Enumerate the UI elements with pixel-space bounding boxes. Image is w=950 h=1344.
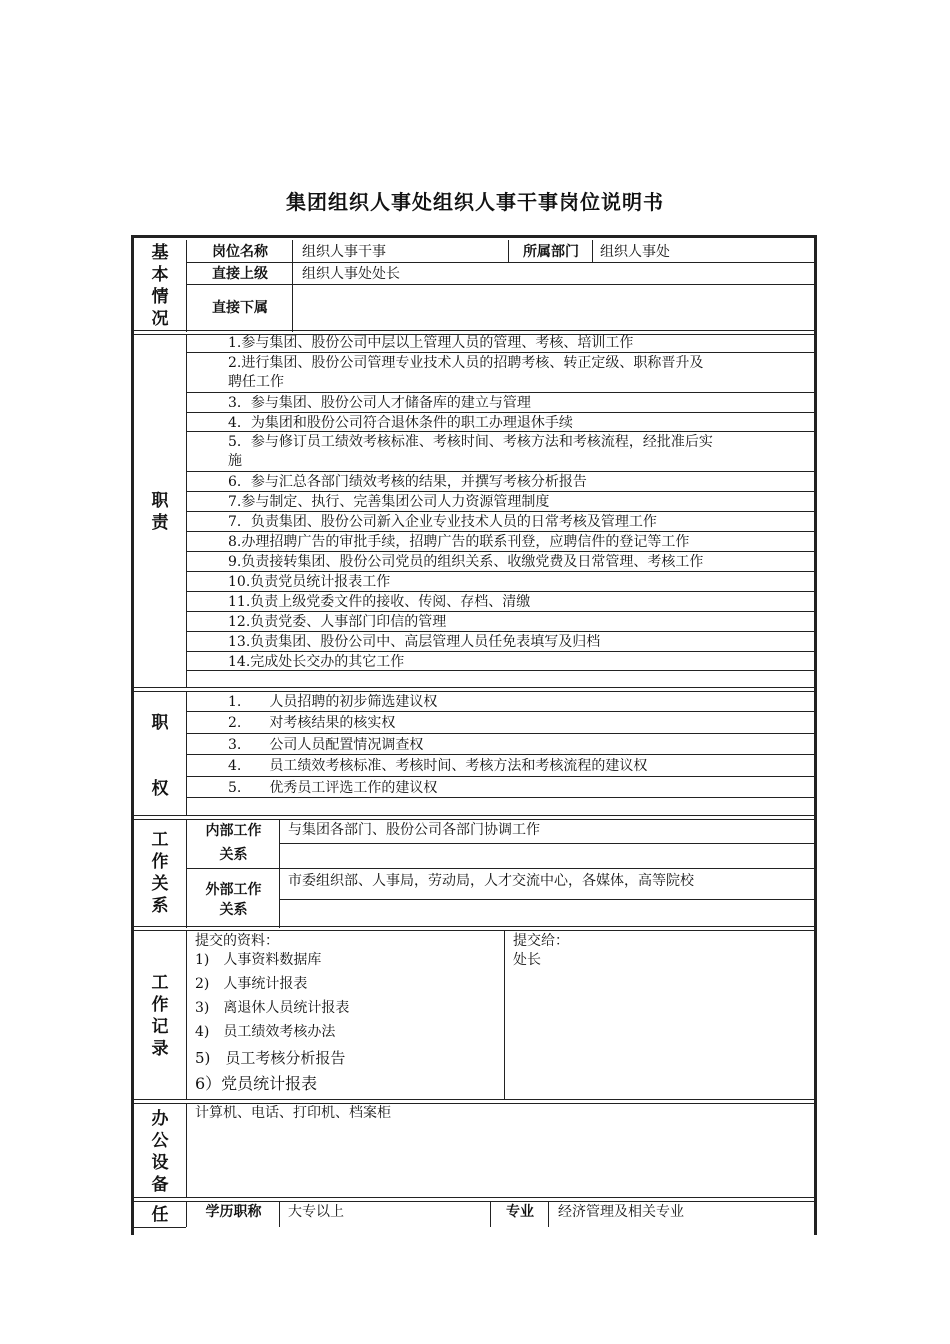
duty-item: 9.负责接转集团、股份公司党员的组织关系、收缴党费及日常管理、考核工作 bbox=[228, 554, 704, 570]
right-item: 4. 员工绩效考核标准、考核时间、考核方法和考核流程的建议权 bbox=[228, 758, 648, 774]
section-header-rights-top: 职 bbox=[151, 713, 169, 733]
divider bbox=[279, 899, 814, 900]
duty-item: 5．参与修订员工绩效考核标准、考核时间、考核方法和考核流程，经批准后实 bbox=[228, 434, 713, 450]
divider bbox=[279, 1201, 280, 1227]
internal-relation-value: 与集团各部门、股份公司各部门协调工作 bbox=[288, 822, 540, 838]
section-header-rights-bottom: 权 bbox=[151, 779, 169, 799]
section-header-qualification: 任 bbox=[151, 1205, 169, 1225]
divider bbox=[186, 1201, 187, 1227]
record-item: 2) 人事统计报表 bbox=[195, 976, 308, 992]
divider bbox=[186, 754, 814, 755]
divider bbox=[186, 262, 814, 263]
position-value: 组织人事干事 bbox=[302, 244, 386, 260]
divider bbox=[548, 1201, 549, 1227]
dept-label: 所属部门 bbox=[523, 244, 579, 260]
divider bbox=[186, 733, 814, 734]
duty-item: 11.负责上级党委文件的接收、传阅、存档、清缴 bbox=[228, 594, 531, 610]
external-relation-value: 市委组织部、人事局，劳动局，人才交流中心，各媒体，高等院校 bbox=[288, 873, 694, 889]
duty-item: 10.负责党员统计报表工作 bbox=[228, 574, 391, 590]
divider bbox=[292, 240, 293, 332]
submit-to-value: 处长 bbox=[513, 952, 541, 968]
submit-to-label: 提交给： bbox=[513, 933, 569, 949]
duty-item: 13.负责集团、股份公司中、高层管理人员任免表填写及归档 bbox=[228, 634, 601, 650]
divider bbox=[490, 1201, 491, 1227]
external-relation-label: 外部工作 bbox=[205, 882, 262, 898]
duty-item: 4．为集团和股份公司符合退休条件的职工办理退休手续 bbox=[228, 415, 573, 431]
record-item: 3) 离退休人员统计报表 bbox=[195, 1000, 350, 1016]
duty-item: 1.参与集团、股份公司中层以上管理人员的管理、考核、培训工作 bbox=[228, 335, 634, 351]
equipment-value: 计算机、电话、打印机、档案柜 bbox=[195, 1105, 391, 1121]
submit-materials-label: 提交的资料： bbox=[195, 933, 279, 949]
duty-item: 8.办理招聘广告的审批手续，招聘广告的联系刊登，应聘信件的登记等工作 bbox=[228, 534, 690, 550]
page-title: 集团组织人事处组织人事干事岗位说明书 bbox=[286, 190, 664, 214]
section-header-relations: 工 作 关 系 bbox=[151, 830, 169, 916]
duty-item: 7．负责集团、股份公司新入企业专业技术人员的日常考核及管理工作 bbox=[228, 514, 657, 530]
divider bbox=[186, 240, 187, 332]
record-item: 4) 员工绩效考核办法 bbox=[195, 1024, 336, 1040]
dept-value: 组织人事处 bbox=[600, 244, 670, 260]
major-value: 经济管理及相关专业 bbox=[558, 1204, 684, 1220]
divider bbox=[186, 819, 187, 928]
record-item: 5) 员工考核分析报告 bbox=[195, 1049, 346, 1067]
duty-item: 7.参与制定、执行、完善集团公司人力资源管理制度 bbox=[228, 494, 550, 510]
superior-label: 直接上级 bbox=[212, 266, 268, 282]
education-value: 大专以上 bbox=[288, 1204, 344, 1220]
divider bbox=[508, 240, 509, 262]
duty-item: 14.完成处长交办的其它工作 bbox=[228, 654, 405, 670]
section-header-duties: 职 责 bbox=[151, 491, 169, 533]
position-label: 岗位名称 bbox=[212, 244, 268, 260]
right-item: 1. 人员招聘的初步筛选建议权 bbox=[228, 694, 438, 710]
divider bbox=[186, 284, 814, 285]
superior-value: 组织人事处处长 bbox=[302, 266, 400, 282]
right-item: 2. 对考核结果的核实权 bbox=[228, 715, 396, 731]
right-item: 5. 优秀员工评选工作的建议权 bbox=[228, 780, 438, 796]
divider bbox=[186, 797, 814, 798]
divider bbox=[186, 1103, 187, 1198]
education-label: 学历职称 bbox=[205, 1204, 262, 1220]
duty-item: 12.负责党委、人事部门印信的管理 bbox=[228, 614, 447, 630]
section-header-records: 工 作 记 录 bbox=[151, 973, 169, 1059]
internal-relation-label-2: 关系 bbox=[219, 847, 248, 863]
divider bbox=[186, 868, 814, 869]
divider bbox=[134, 1227, 186, 1228]
duty-item: 6．参与汇总各部门绩效考核的结果，并撰写考核分析报告 bbox=[228, 474, 587, 490]
subordinate-label: 直接下属 bbox=[212, 300, 268, 316]
divider bbox=[279, 843, 814, 844]
divider bbox=[186, 930, 187, 1100]
section-header-basic: 基 本 情 况 bbox=[151, 243, 169, 329]
record-item: 6）党员统计报表 bbox=[195, 1074, 318, 1093]
right-item: 3. 公司人员配置情况调查权 bbox=[228, 737, 424, 753]
divider bbox=[279, 819, 280, 928]
external-relation-label-2: 关系 bbox=[219, 902, 248, 918]
duty-item: 3．参与集团、股份公司人才储备库的建立与管理 bbox=[228, 395, 531, 411]
divider bbox=[504, 930, 505, 1100]
duty-item: 聘任工作 bbox=[228, 374, 284, 390]
section-header-equipment: 办 公 设 备 bbox=[151, 1109, 169, 1195]
record-item: 1) 人事资料数据库 bbox=[195, 952, 322, 968]
divider bbox=[186, 711, 814, 712]
major-label: 专业 bbox=[506, 1204, 534, 1220]
internal-relation-label: 内部工作 bbox=[205, 823, 262, 839]
divider bbox=[592, 240, 593, 262]
divider bbox=[186, 670, 814, 671]
divider bbox=[186, 776, 814, 777]
duty-item: 施 bbox=[228, 453, 242, 469]
duty-item: 2.进行集团、股份公司管理专业技术人员的招聘考核、转正定级、职称晋升及 bbox=[228, 355, 704, 371]
